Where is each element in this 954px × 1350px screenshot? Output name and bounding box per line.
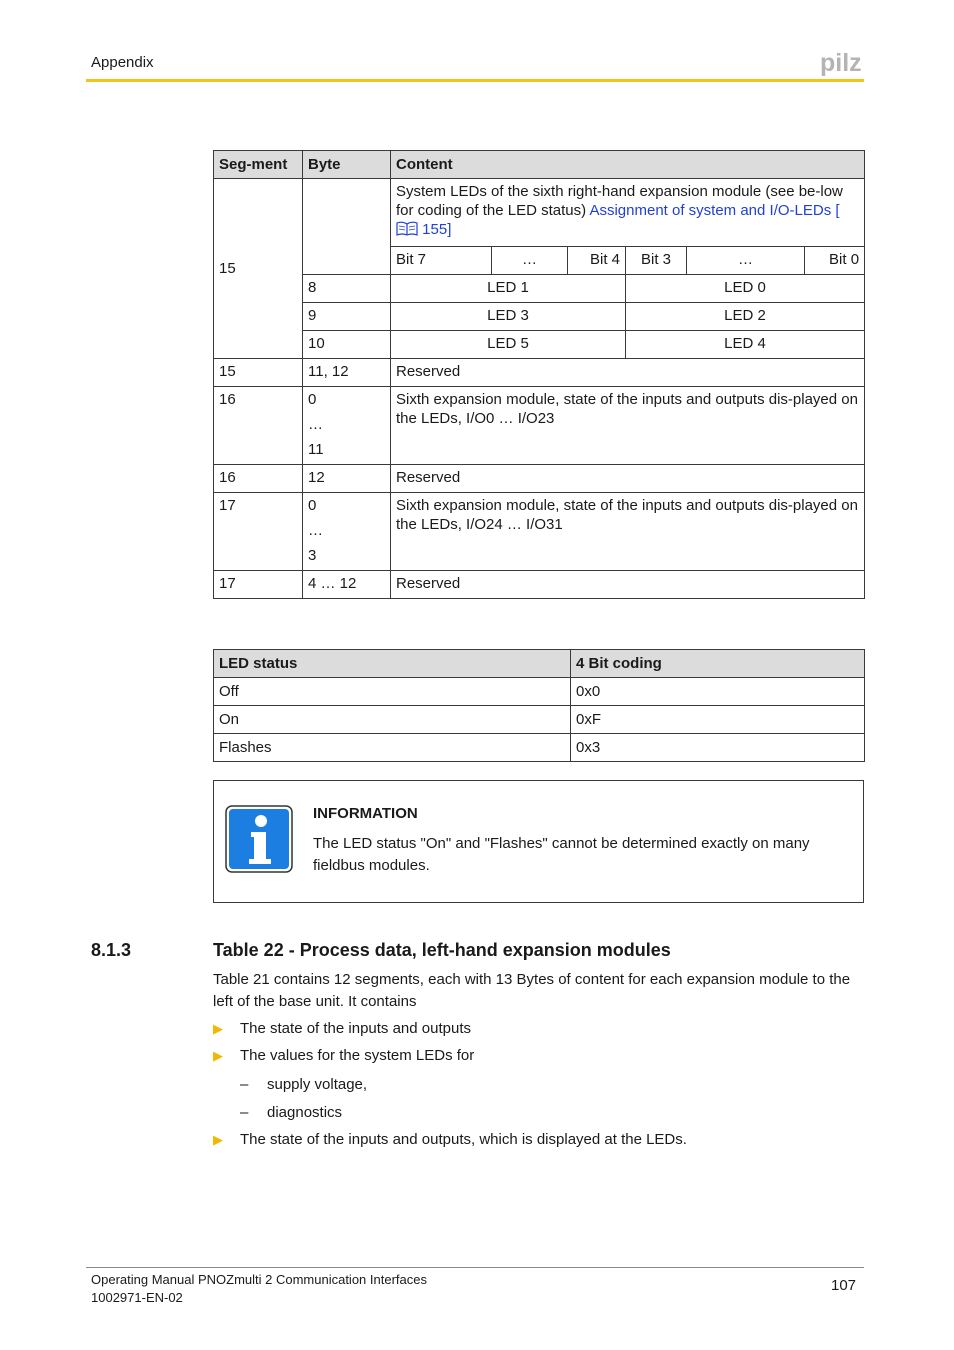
led-cell: LED 3 xyxy=(391,303,626,331)
arrow-bullet-icon: ▶ xyxy=(213,1132,223,1147)
byte-cell: 0 … 3 xyxy=(303,493,391,571)
content-cell: Reserved xyxy=(391,571,865,599)
table-row xyxy=(214,571,865,599)
led-cell: LED 0 xyxy=(626,275,865,303)
table-row xyxy=(214,734,865,762)
byte-cell: 4 … 12 xyxy=(303,571,391,599)
information-box xyxy=(213,780,864,903)
table-row xyxy=(214,387,865,465)
content-cell: Reserved xyxy=(391,465,865,493)
led-status-table xyxy=(213,649,865,762)
table-row xyxy=(214,359,865,387)
bit-cell: Bit 0 xyxy=(805,247,865,275)
segment-table xyxy=(213,150,865,599)
list-item: ▶ The state of the inputs and outputs xyxy=(213,1020,471,1037)
segment-cell: 16 xyxy=(214,387,303,465)
section-title: Table 22 - Process data, left-hand expansion modules xyxy=(213,940,671,960)
list-item: ▶ The state of the inputs and outputs, which is displayed at the LEDs. xyxy=(213,1131,687,1148)
pilz-logo xyxy=(820,50,864,80)
col-header-byte: Byte xyxy=(303,151,391,179)
content-cell: Reserved xyxy=(391,359,865,387)
table-header-row xyxy=(214,151,865,179)
byte-cell: 9 xyxy=(303,303,391,331)
book-icon xyxy=(396,221,418,236)
svg-text:pilz: pilz xyxy=(820,50,862,76)
sub-list-item: – supply voltage, xyxy=(240,1076,368,1093)
list-item: ▶ The values for the system LEDs for xyxy=(213,1047,475,1064)
table-row xyxy=(214,706,865,734)
info-icon xyxy=(225,805,293,873)
section-intro: Table 21 contains 12 segments, each with 13 Bytes of content for each expansion module to the left of the base unit. It contains xyxy=(213,971,851,1010)
footer-rule xyxy=(86,1267,864,1268)
content-cell: Sixth expansion module, state of the inputs and outputs dis-played on the LEDs, I/O0 … I/O23 xyxy=(391,387,865,465)
table-row xyxy=(214,303,865,331)
byte-cell: 10 xyxy=(303,331,391,359)
led-status-cell: On xyxy=(214,706,571,734)
led-cell: LED 1 xyxy=(391,275,626,303)
led-status-cell: Off xyxy=(214,678,571,706)
table-row xyxy=(214,179,865,247)
byte-cell: 12 xyxy=(303,465,391,493)
arrow-bullet-icon: ▶ xyxy=(213,1048,223,1063)
sub-list-item: – diagnostics xyxy=(240,1104,343,1121)
led-cell: LED 2 xyxy=(626,303,865,331)
bit-cell: Bit 4 xyxy=(568,247,626,275)
table-row xyxy=(214,493,865,571)
footer-manual-title: Operating Manual PNOZmulti 2 Communication Interfaces xyxy=(91,1272,427,1287)
table-row xyxy=(214,678,865,706)
segment-cell: 16 xyxy=(214,465,303,493)
segment-cell: 17 xyxy=(214,493,303,571)
page-number: 107 xyxy=(831,1277,857,1294)
segment-cell: 15 xyxy=(214,359,303,387)
byte-cell: 0 … 11 xyxy=(303,387,391,465)
arrow-bullet-icon: ▶ xyxy=(213,1021,223,1036)
bit-cell: Bit 7 xyxy=(391,247,492,275)
col-header-4bit-coding: 4 Bit coding xyxy=(571,650,865,678)
led-status-cell: Flashes xyxy=(214,734,571,762)
table-header-row xyxy=(214,650,865,678)
running-header: Appendix xyxy=(91,54,154,71)
content-cell: Sixth expansion module, state of the inputs and outputs dis-played on the LEDs, I/O24 … I/O31 xyxy=(391,493,865,571)
table-row xyxy=(214,465,865,493)
header-rule xyxy=(86,79,864,82)
coding-cell: 0xF xyxy=(571,706,865,734)
segment-cell: 15 xyxy=(214,179,303,359)
col-header-segment: Seg-ment xyxy=(214,151,303,179)
byte-cell: 8 xyxy=(303,275,391,303)
footer-document-number: 1002971-EN-02 xyxy=(91,1290,183,1305)
byte-cell xyxy=(303,179,391,275)
table-row xyxy=(214,275,865,303)
coding-cell: 0x3 xyxy=(571,734,865,762)
coding-cell: 0x0 xyxy=(571,678,865,706)
led-cell: LED 4 xyxy=(626,331,865,359)
segment-cell: 17 xyxy=(214,571,303,599)
bit-cell: Bit 3 xyxy=(626,247,687,275)
info-title: INFORMATION xyxy=(313,805,418,822)
content-text: System LEDs of the sixth right-hand expansion module (see be-low for coding of the LED status) xyxy=(396,183,843,219)
section-number: 8.1.3 xyxy=(91,940,132,960)
col-header-content: Content xyxy=(391,151,865,179)
bit-cell: … xyxy=(492,247,568,275)
led-cell: LED 5 xyxy=(391,331,626,359)
byte-cell: 11, 12 xyxy=(303,359,391,387)
info-text: The LED status "On" and "Flashes" cannot be determined exactly on many fieldbus modules. xyxy=(313,835,810,874)
content-cell xyxy=(391,179,865,247)
col-header-led-status: LED status xyxy=(214,650,571,678)
cross-reference-link[interactable]: Assignment of system and I/O-LEDs [ 155] xyxy=(396,202,840,238)
bit-cell: … xyxy=(687,247,805,275)
table-row xyxy=(214,331,865,359)
